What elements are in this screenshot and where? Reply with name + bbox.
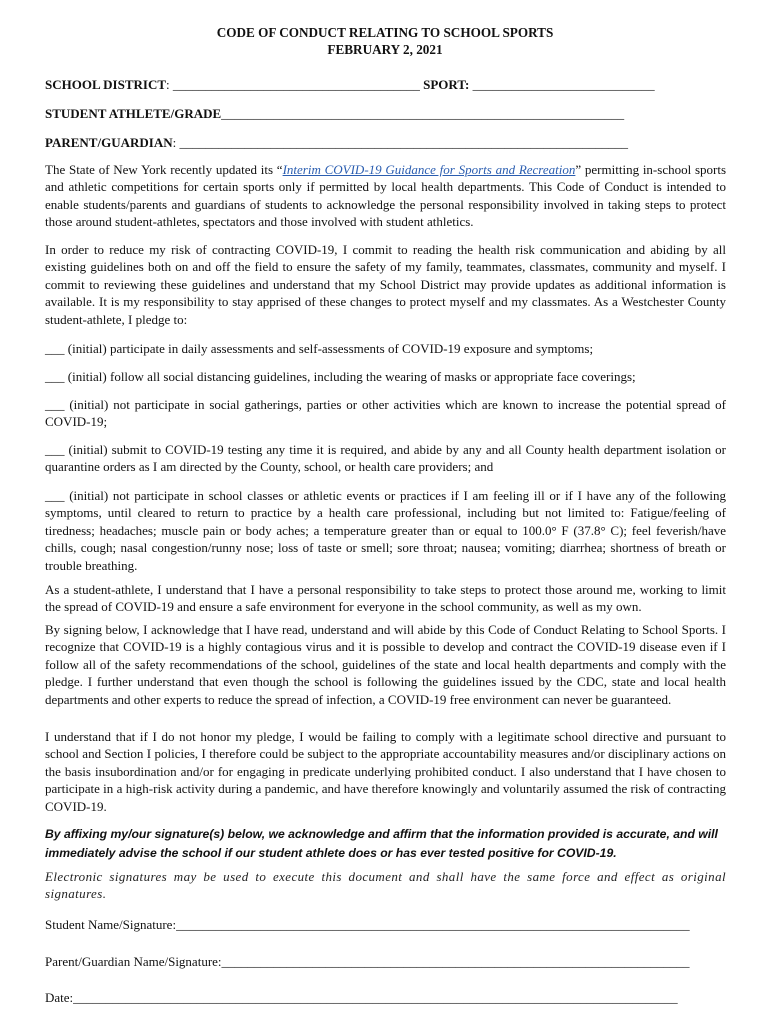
student-athlete-input[interactable]: ______________________________________________________________ (221, 106, 625, 121)
student-signature-field (45, 916, 726, 933)
student-signature-label: Student Name/Signature: (45, 917, 177, 932)
acknowledgement-paragraph: By signing below, I acknowledge that I have read, understand and will abide by this Code of Conduct Relating to School Sports. I recognize that COVID-19 is a highly contagious virus and it is possible to develop and contract the COVID-19 disease even if I follow all of the safety recommendations of the school, guidelines of the state and local health departments and comply with the pledge. I further understand that even though the school is following the guidelines issued by the CDC, state and local health departments and other experts to reduce the spread of infection, a COVID-19 free environment can never be guaranteed. (45, 622, 726, 707)
intro-text-end: ” permitting in-school sports and athletic competitions for certain sports only if permitted by local health departments. This Code of Conduct is intended to enable students/parents and guardians of students to acknowledge the personal responsibility involved in taking steps to protect those around student-athletes, spectators and those involved with student athletics. (45, 162, 727, 230)
school-district-input[interactable]: ______________________________________ (172, 77, 420, 92)
parent-guardian-colon: : (172, 135, 180, 150)
sport-input[interactable]: ____________________________ (472, 77, 655, 92)
document-date: FEBRUARY 2, 2021 (327, 42, 443, 57)
parent-guardian-label: PARENT/GUARDIAN (45, 135, 173, 150)
school-district-label: SCHOOL DISTRICT (45, 77, 167, 92)
sport-label: SPORT: (419, 77, 473, 92)
commitment-paragraph: In order to reduce my risk of contracting COVID-19, I commit to reading the health risk communication and abiding by all existing guidelines both on and off the field to ensure the safety of my family, teammates, classmates, community and myself. I commit to reviewing these guidelines and understand that my School District may provide updates as additional information is available. It is my responsibility to stay apprised of these changes to protect myself and my classmates. As a Westchester County student-athlete, I pledge to: (45, 242, 726, 327)
pledge-item-3: ___ (initial) not participate in social gatherings, parties or other activities which are known to increase the potential spread of COVID-19; (45, 397, 726, 430)
intro-text-start: The State of New York recently updated its “ (45, 162, 283, 177)
date-input[interactable]: _____________________________________________________________________________________________ (73, 990, 678, 1005)
school-district-field (45, 76, 725, 93)
document-title: CODE OF CONDUCT RELATING TO SCHOOL SPORTS (216, 25, 554, 40)
intro-paragraph (45, 161, 726, 231)
pledge-item-2: ___ (initial) follow all social distancing guidelines, including the wearing of masks or appropriate face coverings; (45, 369, 636, 384)
school-district-colon: : (166, 77, 173, 92)
date-field (45, 989, 726, 1006)
honor-paragraph: I understand that if I do not honor my pledge, I would be failing to comply with a legitimate school directive and pursuant to school and Section I policies, I therefore could be subject to the appropriate accountability measures and/or disciplinary actions on the basis insubordination and/or for engaging in predicate underlying prohibited conduct. I also understand that I have chosen to participate in a high-risk activity during a pandemic, and have therefore knowingly and voluntarily assumed the risk of contracting COVID-19. (45, 729, 726, 814)
date-label: Date: (45, 990, 74, 1005)
responsibility-paragraph: As a student-athlete, I understand that I have a personal responsibility to take steps to protect those around me, working to limit the spread of COVID-19 and ensure a safe environment for everyone in the school community, as well as my own. (45, 582, 726, 615)
parent-guardian-field (45, 134, 725, 151)
student-signature-input[interactable]: _______________________________________________________________________________ (176, 917, 690, 932)
parent-guardian-input[interactable]: _____________________________________________________________________ (179, 135, 628, 150)
pledge-item-4: ___ (initial) submit to COVID-19 testing any time it is required, and abide by any and all County health department isolation or quarantine orders as I am directed by the County, school, or health care providers; and (45, 442, 726, 475)
parent-signature-label: Parent/Guardian Name/Signature: (45, 954, 222, 969)
affirmation-statement: By affixing my/our signature(s) below, we acknowledge and affirm that the information provided is accurate, and will immediately advise the school if our student athlete does or has ever tested positive for COVID-19. (45, 827, 718, 860)
parent-signature-field (45, 953, 726, 970)
student-athlete-label: STUDENT ATHLETE/GRADE (45, 106, 222, 121)
pledge-item-1: ___ (initial) participate in daily assessments and self-assessments of COVID-19 exposure and symptoms; (45, 341, 594, 356)
guidance-link[interactable]: Interim COVID-19 Guidance for Sports and Recreation (282, 162, 576, 177)
parent-signature-input[interactable]: ________________________________________________________________________ (221, 954, 690, 969)
electronic-signature-note: Electronic signatures may be used to execute this document and shall have the same force and effect as original signatures. (45, 869, 726, 902)
pledge-item-5: ___ (initial) not participate in school classes or athletic events or practices if I am feeling ill or if I have any of the following symptoms, until cleared to return to practice by a health care professional, including but not limited to: Fatigue/feeling of tiredness; headaches; muscle pain or body aches; a temperature greater than or equal to 100.0° F (37.8° C); feel feverish/have chills, cough; nasal congestion/runny nose; loss of taste or smell; sore throat; nausea; vomiting; diarrhea; shortness of breath or trouble breathing. (45, 488, 726, 573)
student-athlete-field (45, 105, 725, 122)
